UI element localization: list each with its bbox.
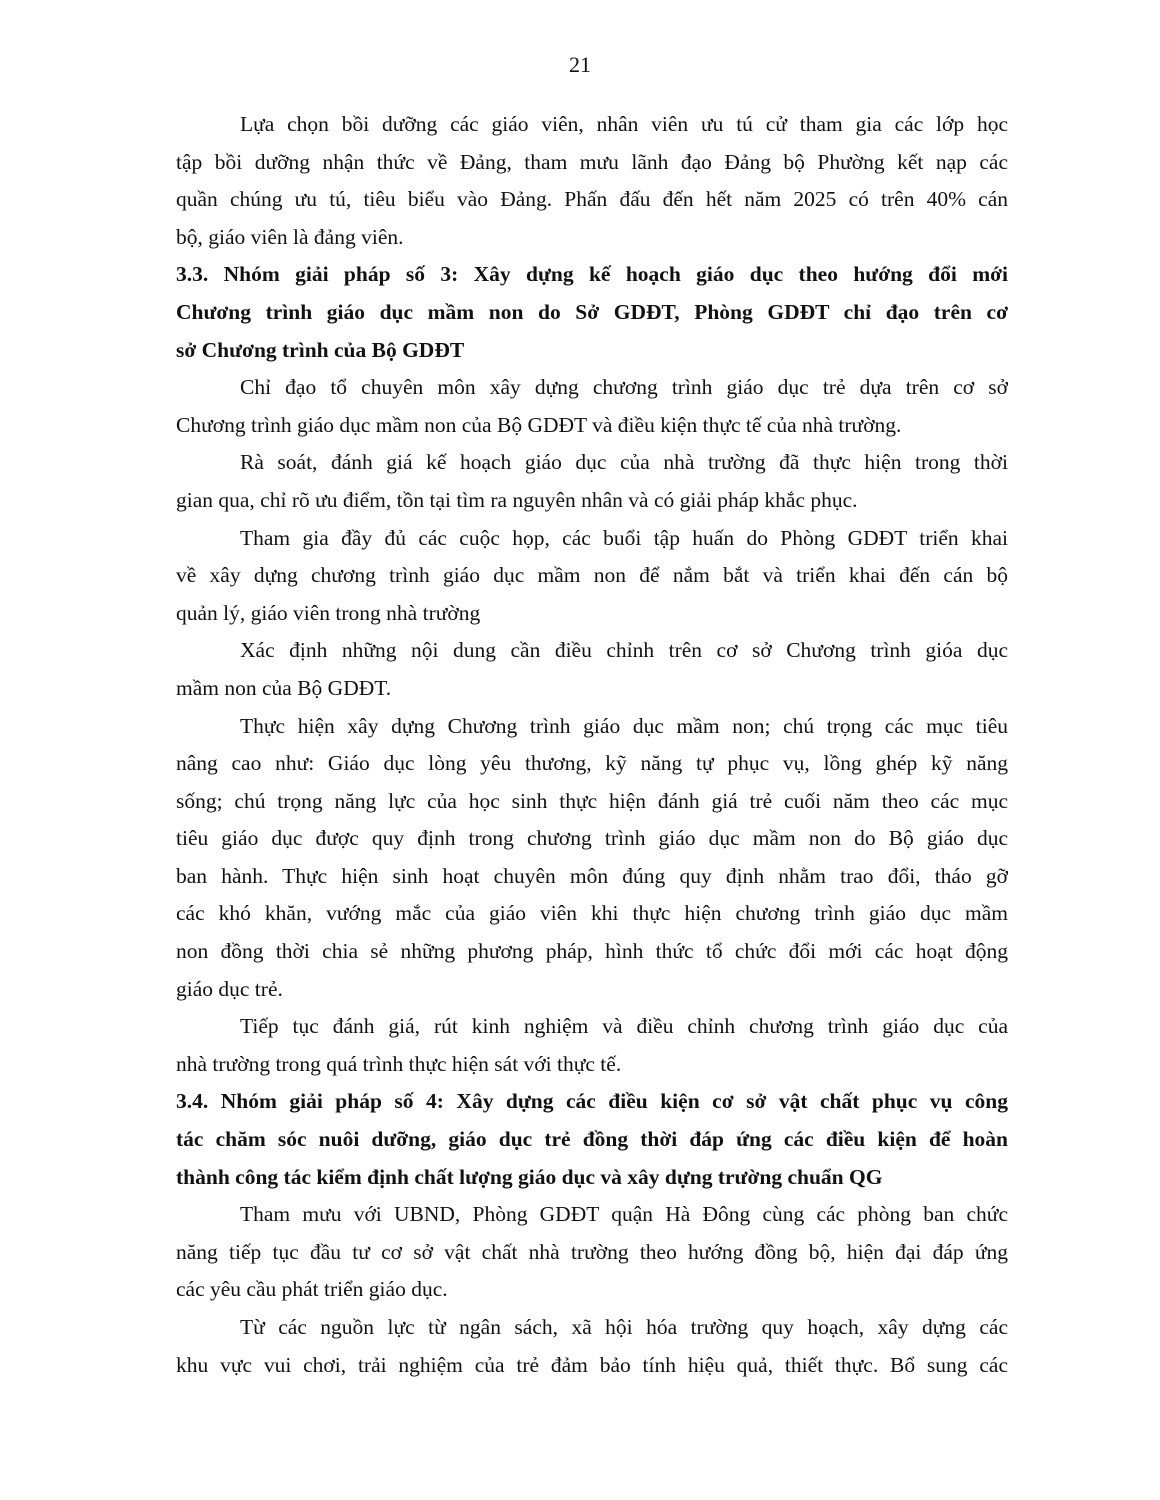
text-line: non đồng thời chia sẻ những phương pháp, hình thức tổ chức đổi mới các hoạt động [176,939,1008,964]
heading-line: thành công tác kiểm định chất lượng giáo dục và xây dựng trường chuẩn QG [176,1164,883,1189]
text-line: Xác định những nội dung cần điều chỉnh trên cơ sở Chương trình gióa dục [240,638,1008,663]
heading-line: 3.3. Nhóm giải pháp số 3: Xây dựng kế hoạch giáo dục theo hướng đổi mới [176,262,1008,287]
text-line: tiêu giáo dục được quy định trong chương trình giáo dục mầm non do Bộ giáo dục [176,826,1008,851]
paragraph [176,369,1008,444]
text-line: nhà trường trong quá trình thực hiện sát với thực tế. [176,1051,622,1076]
text-line: Từ các nguồn lực từ ngân sách, xã hội hóa trường quy hoạch, xây dựng các [240,1315,1008,1339]
heading-line: 3.4. Nhóm giải pháp số 4: Xây dựng các điều kiện cơ sở vật chất phục vụ công [176,1089,1008,1114]
paragraph [176,1008,1008,1083]
text-line: Lựa chọn bồi dưỡng các giáo viên, nhân viên ưu tú cử tham gia các lớp học [240,112,1008,136]
text-line: Thực hiện xây dựng Chương trình giáo dục mầm non; chú trọng các mục tiêu [240,713,1008,738]
text-line: Tham mưu với UBND, Phòng GDĐT quận Hà Đông cùng các phòng ban chức [240,1202,1008,1227]
text-line: về xây dựng chương trình giáo dục mầm non để nắm bắt và triển khai đến cán bộ [176,563,1008,588]
text-line: nâng cao như: Giáo dục lòng yêu thương, kỹ năng tự phục vụ, lồng ghép kỹ năng [176,751,1008,776]
text-line: Rà soát, đánh giá kế hoạch giáo dục của nhà trường đã thực hiện trong thời [240,450,1008,475]
text-line: bộ, giáo viên là đảng viên. [176,224,404,249]
paragraph [176,1196,1008,1309]
text-line: giáo dục trẻ. [176,976,283,1001]
text-line: Tiếp tục đánh giá, rút kinh nghiệm và điều chỉnh chương trình giáo dục của [240,1014,1008,1039]
heading-line: Chương trình giáo dục mầm non do Sở GDĐT, Phòng GDĐT chỉ đạo trên cơ [176,299,1008,324]
paragraph [176,106,1008,256]
text-line: gian qua, chỉ rõ ưu điểm, tồn tại tìm ra nguyên nhân và có giải pháp khắc phục. [176,487,858,512]
paragraph [176,1309,1008,1384]
text-line: các khó khăn, vướng mắc của giáo viên khi thực hiện chương trình giáo dục mầm [176,901,1008,926]
text-line: quần chúng ưu tú, tiêu biểu vào Đảng. Phấn đấu đến hết năm 2025 có trên 40% cán [176,187,1008,212]
paragraph [176,708,1008,1009]
text-line: năng tiếp tục đầu tư cơ sở vật chất nhà trường theo hướng đồng bộ, hiện đại đáp ứng [176,1239,1008,1264]
text-line: sống; chú trọng năng lực của học sinh thực hiện đánh giá trẻ cuối năm theo các mục [176,788,1008,813]
text-line: tập bồi dưỡng nhận thức về Đảng, tham mưu lãnh đạo Đảng bộ Phường kết nạp các [176,149,1008,174]
paragraph [176,520,1008,633]
section-heading [176,256,1008,369]
section-heading [176,1083,1008,1196]
text-line: mầm non của Bộ GDĐT. [176,675,392,700]
heading-line: tác chăm sóc nuôi dưỡng, giáo dục trẻ đồng thời đáp ứng các điều kiện để hoàn [176,1127,1008,1152]
heading-line: sở Chương trình của Bộ GDĐT [176,337,465,362]
text-line: ban hành. Thực hiện sinh hoạt chuyên môn đúng quy định nhằm trao đổi, tháo gỡ [176,863,1008,888]
text-line: các yêu cầu phát triển giáo dục. [176,1277,448,1302]
text-line: Tham gia đầy đủ các cuộc họp, các buổi tập huấn do Phòng GDĐT triển khai [240,525,1008,550]
text-line: Chỉ đạo tổ chuyên môn xây dựng chương trình giáo dục trẻ dựa trên cơ sở [240,375,1008,400]
paragraph [176,444,1008,519]
document-body [176,106,1008,1384]
text-line: khu vực vui chơi, trải nghiệm của trẻ đảm bảo tính hiệu quả, thiết thực. Bổ sung các [176,1352,1008,1377]
text-line: Chương trình giáo dục mầm non của Bộ GDĐT và điều kiện thực tế của nhà trường. [176,412,902,437]
page-number: 21 [569,52,591,77]
paragraph [176,632,1008,707]
text-line: quản lý, giáo viên trong nhà trường [176,600,481,625]
